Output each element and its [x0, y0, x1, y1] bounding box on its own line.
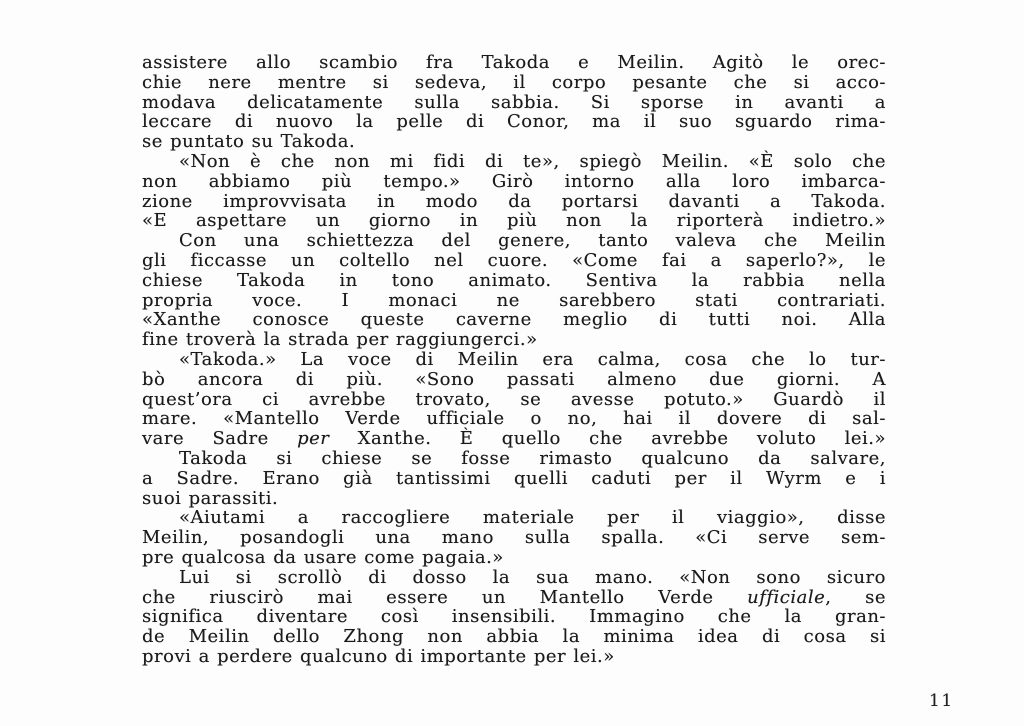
- text-segment: , se: [825, 586, 886, 608]
- text-segment: Takoda si chiese se fosse rimasto qualcuno da salvare,: [179, 447, 886, 469]
- text-line: [142, 53, 886, 73]
- text-line: [142, 429, 886, 449]
- text-segment: «E aspettare un giorno in più non la riporterà indietro.»: [142, 210, 886, 232]
- text-segment: che riuscirò mai essere un Mantello Verde: [142, 586, 748, 608]
- text-line: [142, 588, 886, 608]
- text-segment: zione improvvisata in modo da portarsi davanti a Takoda.: [142, 190, 886, 212]
- text-line: [142, 93, 886, 113]
- text-segment: Con una schiettezza del genere, tanto valeva che Meilin: [179, 230, 886, 252]
- text-segment: «Aiutami a raccogliere materiale per il viaggio», disse: [179, 507, 886, 529]
- text-line: [142, 647, 886, 667]
- text-segment: chie nere mentre si sedeva, il corpo pesante che si acco-: [142, 71, 886, 93]
- text-segment: assistere allo scambio fra Takoda e Meilin. Agitò le orec-: [142, 52, 886, 73]
- text-line: [142, 291, 886, 311]
- text-segment: bò ancora di più. «Sono passati almeno due giorni. A: [142, 368, 886, 390]
- text-line: [142, 409, 886, 429]
- text-segment: Lui si scrollò di dosso la sua mano. «Non sono sicuro: [179, 566, 886, 588]
- text-line: [142, 568, 886, 588]
- text-segment: modava delicatamente sulla sabbia. Si sporse in avanti a: [142, 91, 886, 113]
- text-line: [142, 211, 886, 231]
- text-line: [142, 152, 886, 172]
- page-number: 11: [929, 691, 954, 711]
- text-segment: Xanthe. È quello che avrebbe voluto lei.»: [329, 428, 886, 450]
- text-segment: de Meilin dello Zhong non abbia la minima idea di cosa si: [142, 626, 886, 648]
- text-line: [142, 192, 886, 212]
- text-line: [142, 251, 886, 271]
- text-line: [142, 489, 886, 509]
- text-line: [142, 271, 886, 291]
- italic-text: per: [297, 428, 330, 450]
- text-line: [142, 132, 886, 152]
- text-segment: quest’ora ci avrebbe trovato, se avesse potuto.» Guardò il: [142, 388, 886, 410]
- text-segment: provi a perdere qualcuno di importante per lei.»: [142, 645, 615, 667]
- text-line: [142, 231, 886, 251]
- text-segment: «Xanthe conosce queste caverne meglio di tutti noi. Alla: [142, 309, 886, 331]
- text-line: [142, 449, 886, 469]
- text-line: [142, 548, 886, 568]
- text-line: [142, 350, 886, 370]
- text-segment: non abbiamo più tempo.» Girò intorno alla loro imbarca-: [142, 170, 886, 192]
- text-segment: se puntato su Takoda.: [142, 131, 356, 153]
- text-segment: propria voce. I monaci ne sarebbero stati contrariati.: [142, 289, 886, 311]
- text-segment: chiese Takoda in tono animato. Sentiva la rabbia nella: [142, 269, 886, 291]
- text-line: [142, 528, 886, 548]
- text-segment: Meilin, posandogli una mano sulla spalla. «Ci serve sem-: [142, 527, 886, 549]
- text-line: [142, 390, 886, 410]
- text-line: [142, 508, 886, 528]
- text-line: [142, 469, 886, 489]
- text-line: [142, 607, 886, 627]
- text-segment: gli ficcasse un coltello nel cuore. «Come fai a saperlo?», le: [142, 249, 886, 271]
- text-line: [142, 172, 886, 192]
- text-segment: a Sadre. Erano già tantissimi quelli caduti per il Wyrm e i: [142, 467, 886, 489]
- text-line: [142, 330, 886, 350]
- text-line: [142, 112, 886, 132]
- text-block: [142, 53, 886, 667]
- text-segment: vare Sadre: [142, 428, 298, 450]
- text-line: [142, 370, 886, 390]
- text-line: [142, 627, 886, 647]
- italic-text: ufficiale: [747, 586, 826, 608]
- text-line: [142, 73, 886, 93]
- text-segment: pre qualcosa da usare come pagaia.»: [142, 546, 504, 568]
- text-segment: fine troverà la strada per raggiungerci.»: [142, 329, 538, 351]
- text-segment: «Non è che non mi fidi di te», spiegò Meilin. «È solo che: [179, 150, 886, 172]
- text-segment: suoi parassiti.: [142, 487, 279, 509]
- text-segment: mare. «Mantello Verde ufficiale o no, hai il dovere di sal-: [142, 408, 886, 430]
- text-segment: significa diventare così insensibili. Immagino che la gran-: [142, 606, 886, 628]
- text-line: [142, 310, 886, 330]
- text-segment: «Takoda.» La voce di Meilin era calma, cosa che lo tur-: [179, 348, 886, 370]
- text-segment: leccare di nuovo la pelle di Conor, ma il suo sguardo rima-: [142, 111, 886, 133]
